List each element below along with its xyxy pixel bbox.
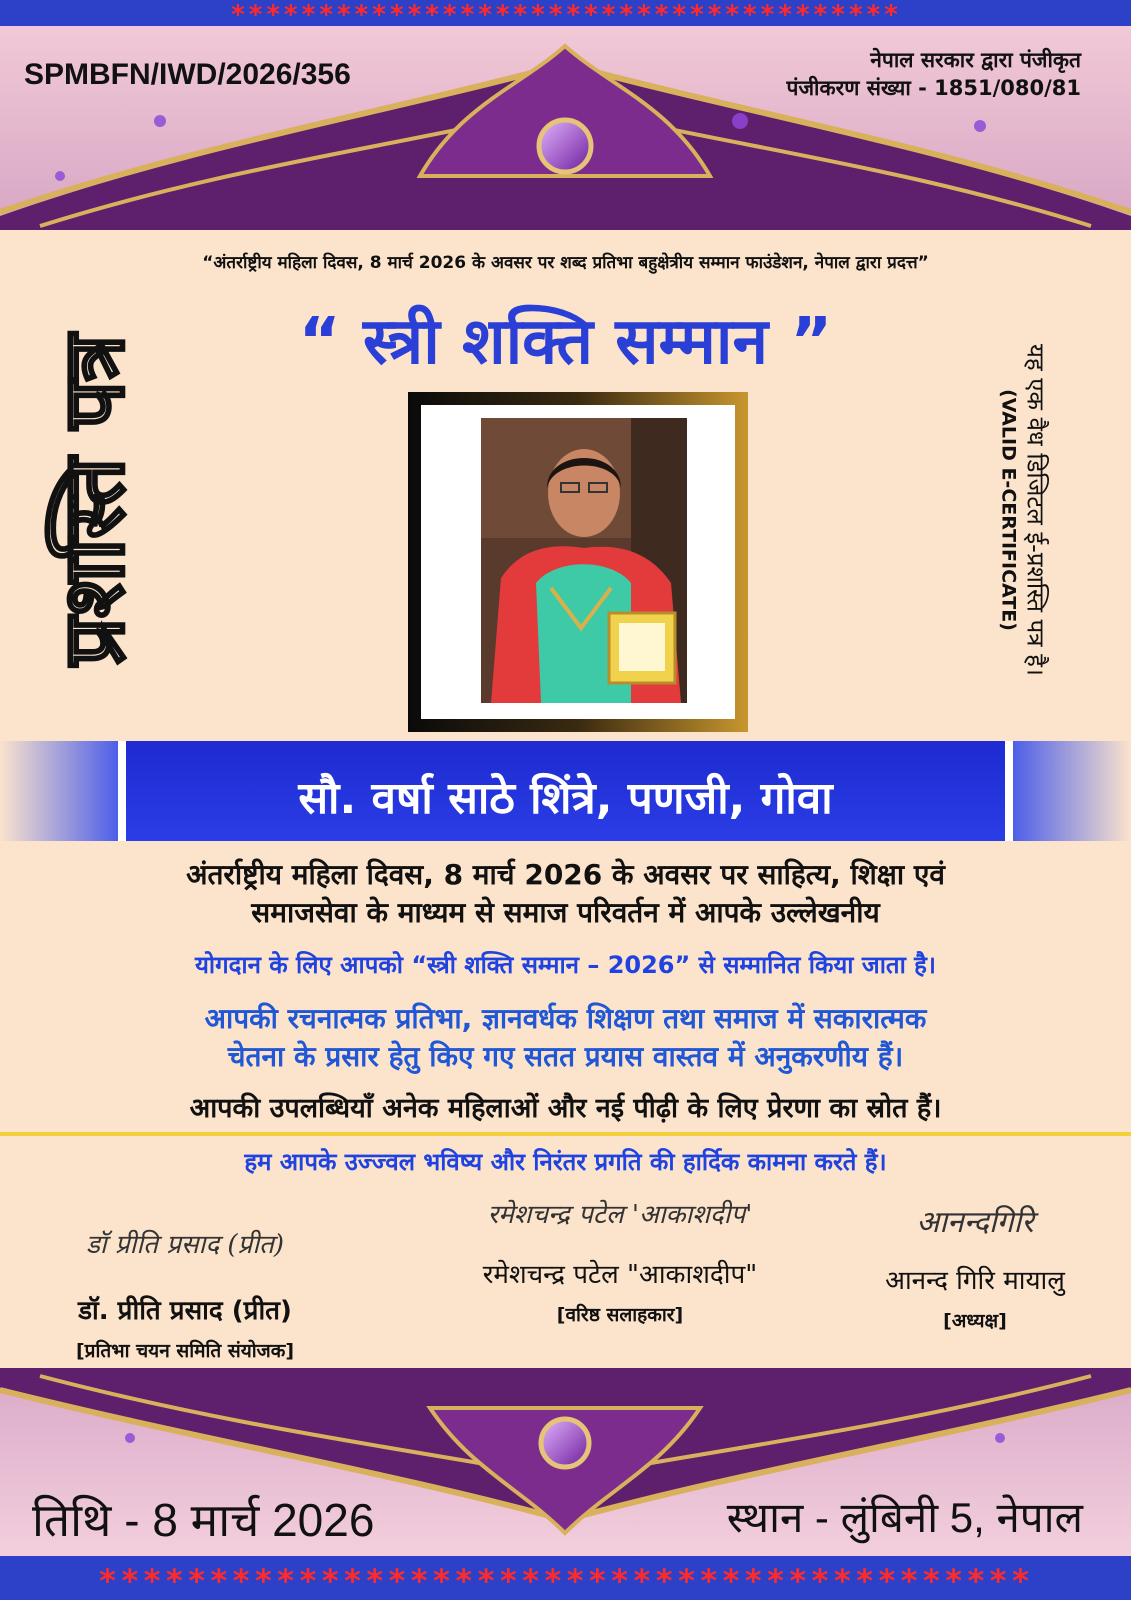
signatory-role: [अध्यक्ष] [943, 1310, 1007, 1332]
issue-place: स्थान - लुंबिनी 5, नेपाल [726, 1494, 1083, 1541]
citation-line: समाजसेवा के माध्यम से समाज परिवर्तन में आपके उल्लेखनीय [251, 896, 880, 929]
citation-paragraph-3 [0, 1000, 1131, 1076]
gold-divider [0, 1132, 1131, 1136]
citation-paragraph-2: योगदान के लिए आपको “स्त्री शक्ति सम्मान – 2026” से सम्मानित किया जाता है। [194, 951, 936, 979]
citation-paragraph-4: आपकी उपलब्धियाँ अनेक महिलाओं और नई पीढ़ी के लिए प्रेरणा का स्रोत हैं। [189, 1093, 942, 1124]
valid-note-english: (VALID E-CERTIFICATE) [997, 389, 1020, 631]
registration-line-2: पंजीकरण संख्या - 1851/080/81 [786, 76, 1081, 100]
side-label-right [985, 290, 1065, 730]
citation-line: चेतना के प्रसार हेतु किए गए सतत प्रयास वास्तव में अनुकरणीय हैं। [227, 1040, 904, 1073]
signatory-role: [वरिष्ठ सलाहकार] [556, 1304, 684, 1326]
registration-info [787, 46, 1081, 102]
signatory-name: डॉ. प्रीति प्रसाद (प्रीत) [78, 1296, 292, 1326]
signature-block-convener [20, 1225, 350, 1363]
signatory-name: रमेशचन्द्र पटेल "आकाशदीप" [482, 1260, 758, 1290]
occasion-line: “अंतर्राष्ट्रीय महिला दिवस, 8 मार्च 2026 के अवसर पर शब्द प्रतिभा बहुक्षेत्रीय सम्मान फाउंडेशन, नेपाल द्वारा प्रदत्त” [202, 253, 929, 273]
top-star-band: ************************************** [0, 0, 1131, 26]
certificate-label: प्रशस्ति पत्र [44, 334, 143, 666]
registration-line-1: नेपाल सरकार द्वारा पंजीकृत [870, 48, 1081, 72]
side-label-left [40, 300, 143, 700]
valid-note-hindi: यह एक वैध डिजिटल ई-प्रशस्ति पत्र है। [1021, 343, 1050, 677]
award-title: “ स्त्री शक्ति सम्मान ” [298, 305, 833, 379]
issue-date: तिथि - 8 मार्च 2026 [32, 1494, 375, 1546]
signature-block-president [840, 1200, 1110, 1333]
photo-frame [408, 392, 748, 732]
citation-paragraph-5: हम आपके उज्ज्वल भविष्य और निरंतर प्रगति की हार्दिक कामना करते हैं। [244, 1148, 887, 1176]
signatory-name: आनन्द गिरि मायालु [885, 1266, 1065, 1296]
citation-line: आपकी रचनात्मक प्रतिभा, ज्ञानवर्धक शिक्षण तथा समाज में सकारात्मक [204, 1002, 927, 1035]
recipient-name: सौ. वर्षा साठे शिंत्रे, पणजी, गोवा [298, 773, 833, 824]
signature-block-advisor [410, 1195, 830, 1327]
handwritten-signature: रमेशचन्द्र पटेल 'आकाशदीप' [487, 1200, 753, 1230]
citation-paragraph-1 [0, 856, 1131, 932]
reference-number: SPMBFN/IWD/2026/356 [24, 58, 351, 91]
signatory-role: [प्रतिभा चयन समिति संयोजक] [75, 1340, 295, 1362]
citation-line: अंतर्राष्ट्रीय महिला दिवस, 8 मार्च 2026 के अवसर पर साहित्य, शिक्षा एवं [186, 858, 945, 891]
bottom-star-band: ****************************************** [0, 1556, 1131, 1600]
recipient-photo [481, 418, 687, 703]
handwritten-signature: आनन्दगिरि [916, 1205, 1034, 1240]
handwritten-signature: डॉ प्रीति प्रसाद (प्रीत) [85, 1230, 285, 1260]
